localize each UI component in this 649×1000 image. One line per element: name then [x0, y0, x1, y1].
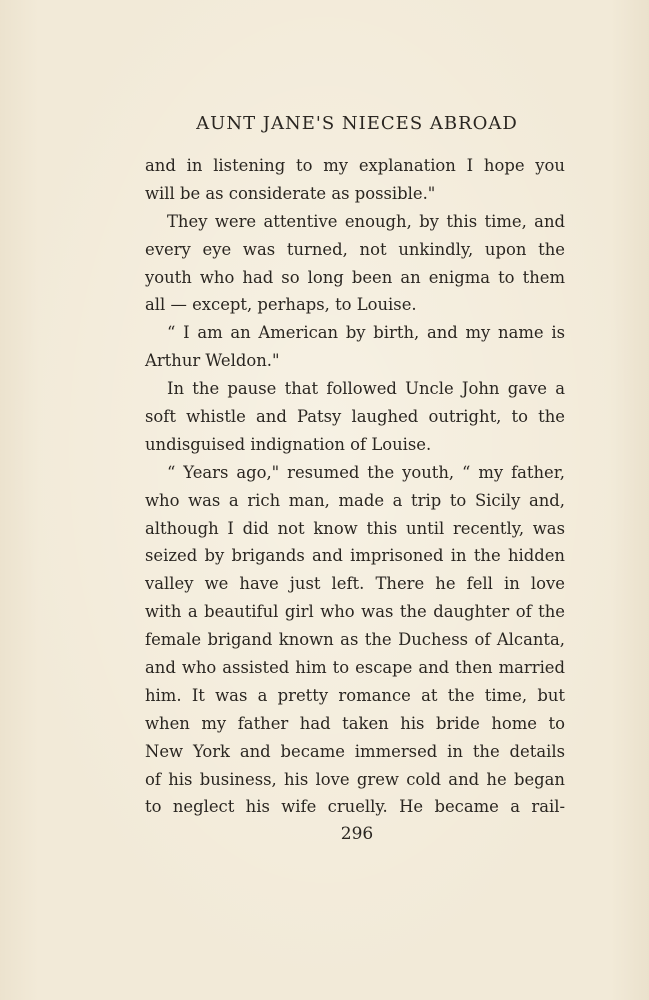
text-line: with a beautiful girl who was the daughter of the	[145, 602, 565, 622]
text-line: Arthur Weldon."	[145, 351, 280, 371]
running-head: AUNT JANE'S NIECES ABROAD	[196, 113, 518, 134]
text-line: of his business, his love grew cold and he began	[145, 769, 565, 789]
text-line: him. It was a pretty romance at the time, but	[145, 685, 565, 705]
text-line: all — except, perhaps, to Louise.	[145, 295, 417, 315]
text-line: They were attentive enough, by this time, and	[167, 211, 565, 231]
text-line: although I did not know this until recently, was	[145, 518, 565, 538]
text-line: when my father had taken his bride home to	[145, 713, 565, 733]
text-line: and in listening to my explanation I hope you	[145, 156, 565, 175]
body-text	[145, 152, 565, 821]
text-line: New York and became immersed in the details	[145, 741, 565, 761]
text-line: “ Years ago," resumed the youth, “ my father,	[167, 462, 565, 482]
text-line: undisguised indignation of Louise.	[145, 434, 432, 454]
text-line: to neglect his wife cruelly. He became a rail-	[145, 797, 565, 817]
text-line: every eye was turned, not unkindly, upon the	[145, 239, 565, 259]
text-line: “ I am an American by birth, and my name is	[167, 323, 565, 343]
text-line: and who assisted him to escape and then married	[145, 658, 565, 678]
text-line: female brigand known as the Duchess of Alcanta,	[145, 630, 565, 650]
page-number: 296	[340, 824, 374, 844]
text-line: will be as considerate as possible."	[145, 183, 436, 203]
text-line: valley we have just left. There he fell in love	[145, 574, 565, 594]
text-line: In the pause that followed Uncle John gave a	[167, 379, 565, 399]
text-line: soft whistle and Patsy laughed outright, to the	[145, 407, 565, 427]
text-line: seized by brigands and imprisoned in the hidden	[145, 546, 565, 566]
text-line: youth who had so long been an enigma to them	[145, 267, 565, 287]
text-line: who was a rich man, made a trip to Sicily and,	[145, 490, 565, 510]
